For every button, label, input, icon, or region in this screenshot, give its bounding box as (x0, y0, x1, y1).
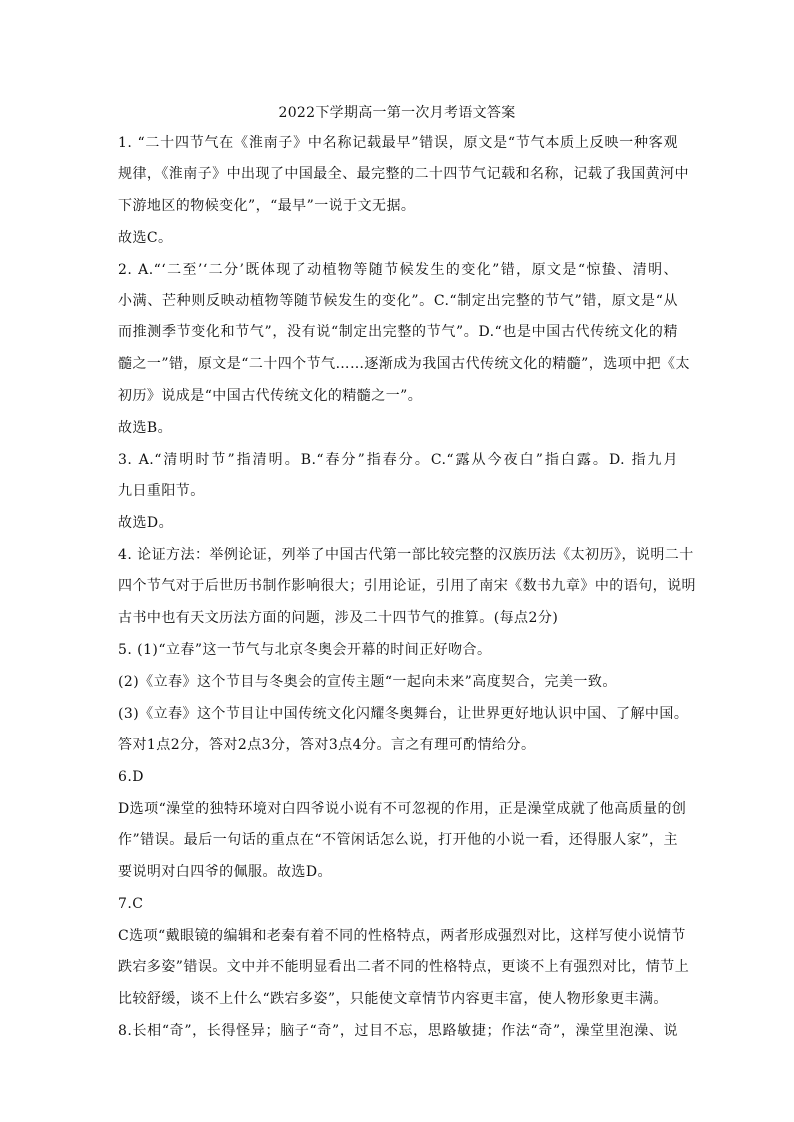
text-line: 髓之一”错，原文是“二十四个节气……逐渐成为我国古代传统文化的精髓”，选项中把《太 (118, 356, 690, 372)
text-line: 6.D (118, 769, 144, 785)
text-line: 故选D。 (118, 515, 174, 531)
text-line: D选项“澡堂的独特环境对白四爷说小说有不可忽视的作用，正是澡堂成就了他高质量的创 (118, 801, 687, 817)
text-line: 5. (1)“立春”这一节气与北京冬奥会开幕的时间正好吻合。 (118, 642, 492, 658)
text-line: (2)《立春》这个节目与冬奥会的宣传主题“一起向未来”高度契合，完美一致。 (118, 674, 617, 690)
text-line: C选项“戴眼镜的编辑和老秦有着不同的性格特点，两者形成强烈对比，这样写使小说情节 (118, 928, 686, 944)
text-line: 8.长相“奇”，长得怪异；脑子“奇”，过目不忘，思路敏捷；作法“奇”，澡堂里泡澡、说 (118, 1023, 678, 1039)
text-line: 规律，《淮南子》中出现了中国最全、最完整的二十四节气记载和名称，记载了我国黄河中 (118, 166, 689, 182)
text-line: 1. “二十四节气在《淮南子》中名称记载最早”错误，原文是“节气本质上反映一种客观 (118, 135, 678, 151)
text-line: 九日重阳节。 (118, 483, 205, 499)
text-line: 3. A.“清明时节”指清明。B.“春分”指春分。C.“露从今夜白”指白露。D. 指九月 (118, 452, 678, 468)
text-line: 初历》说成是“中国古代传统文化的精髓之一”。 (118, 388, 423, 404)
text-line: 作”错误。最后一句话的重点在“不管闲话怎么说，打开他的小说一看，还得服人家”，主 (118, 832, 678, 848)
text-line: 2. A.“‘二至’‘二分’既体现了动植物等随节候发生的变化”错，原文是“惊蛰、清明、 (118, 262, 678, 278)
text-line: 古书中也有天文历法方面的问题，涉及二十四节气的推算。(每点2分) (118, 610, 559, 626)
text-line: 四个节气对于后世历书制作影响很大；引用论证，引用了南宋《数书九章》中的语句，说明 (118, 578, 696, 594)
text-line: 比较舒缓，谈不上什么“跌宕多姿”，只能使文章情节内容更丰富，使人物形象更丰满。 (118, 991, 668, 1007)
text-line: 要说明对白四爷的佩服。故选D。 (118, 864, 332, 880)
text-line: 7.C (118, 896, 144, 912)
text-line: 而推测季节变化和节气”，没有说“制定出完整的节气”。D.“也是中国古代传统文化的精 (118, 324, 678, 340)
text-line: 跌宕多姿”错误。文中并不能明显看出二者不同的性格特点，更谈不上有强烈对比，情节上 (118, 959, 690, 975)
text-line: 故选C。 (118, 230, 173, 246)
text-line: 小满、芒种则反映动植物等随节候发生的变化”。C.“制定出完整的节气”错，原文是“从 (118, 293, 678, 309)
text-line: 4. 论证方法：举例论证，列举了中国古代第一部比较完整的汉族历法《太初历》，说明二十 (118, 547, 694, 563)
text-line: 答对1点2分，答对2点3分，答对3点4分。言之有理可酌情给分。 (118, 737, 536, 753)
text-line: (3)《立春》这个节目让中国传统文化闪耀冬奥舞台，让世界更好地认识中国、了解中国。 (118, 706, 689, 722)
page-title: 2022下学期高一第一次月考语文答案 (278, 105, 516, 121)
text-line: 下游地区的物候变化”，“最早”一说于文无据。 (118, 198, 416, 214)
text-line: 故选B。 (118, 420, 173, 436)
